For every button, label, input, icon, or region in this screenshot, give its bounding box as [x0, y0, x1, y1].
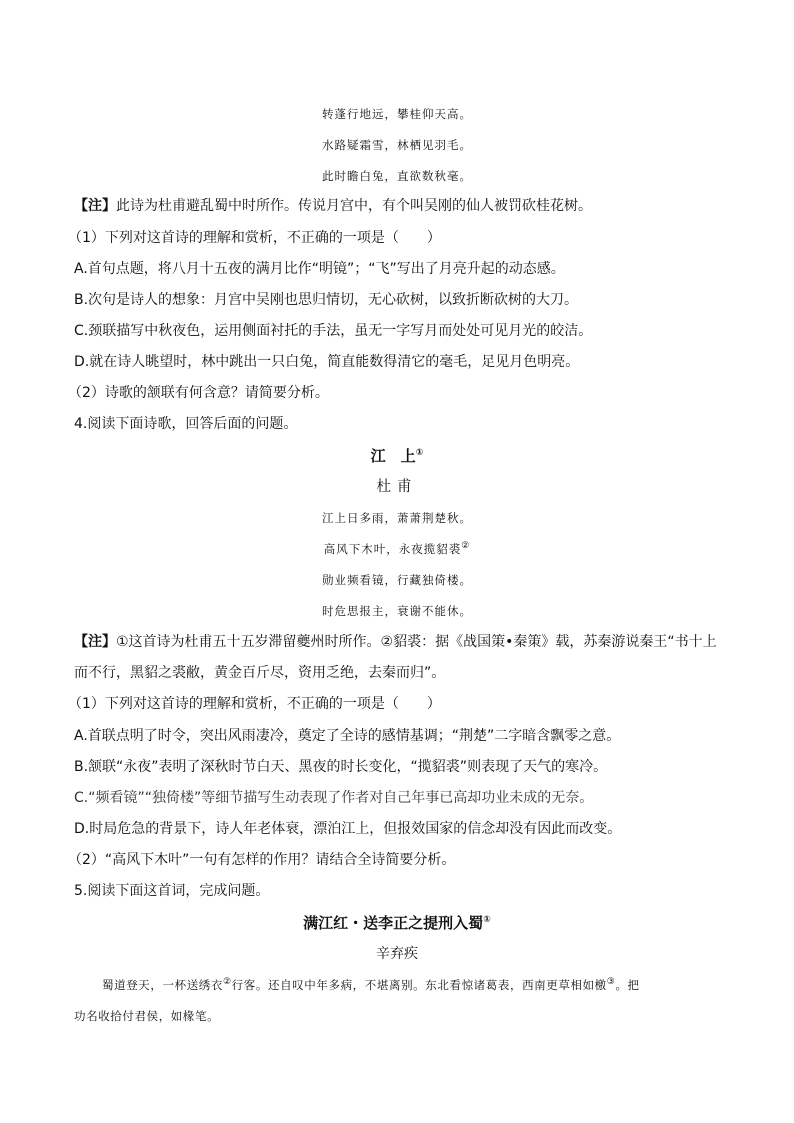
q4-note-text-1: ①这首诗为杜甫五十五岁滞留夔州时所作。②貂裘：据《战国策•秦策》载，苏秦游说秦王“书十上 [116, 634, 717, 650]
poem1-question-2: （2）诗歌的颔联有何含意？请简要分析。 [68, 385, 329, 401]
q5-line1-part-a: 蜀道登天，一杯送绣衣 [102, 978, 223, 992]
poem1-option-d: D.就在诗人眺望时，林中跳出一只白兔，简直能数得清它的毫毛，足见月色明亮。 [74, 354, 580, 370]
q4-line2-footnote: ② [461, 541, 471, 552]
poem1-option-a: A.首句点题，将八月十五夜的满月比作“明镜”；“飞”写出了月亮升起的动态感。 [74, 261, 565, 277]
poem1-line-2: 水路疑霜雪，林栖见羽毛。 [322, 138, 472, 152]
q4-poem-line-4: 时危思报主，衰谢不能休。 [322, 604, 472, 618]
q4-author: 杜甫 [376, 479, 418, 495]
q4-poem-line-1: 江上日多雨，萧萧荆楚秋。 [322, 511, 472, 525]
q5-line1-footnote-3: ③ [606, 977, 616, 988]
q5-title-footnote: ① [483, 915, 491, 925]
poem1-line-3: 此时瞻白兔，直欲数秋毫。 [322, 169, 472, 183]
q5-line1-footnote-2: ② [223, 977, 232, 988]
poem1-question-1: （1）下列对这首诗的理解和赏析，不正确的一项是（ ） [68, 230, 441, 246]
q4-note-line-2: 而不行，黑貂之裘敝，黄金百斤尽，资用乏绝，去秦而归”。 [74, 665, 446, 681]
q4-note-label: 【注】 [74, 634, 116, 650]
q5-ci-line-1 [74, 975, 752, 995]
q4-poem-line-3: 勋业频看镜，行藏独倚楼。 [322, 573, 472, 587]
q4-heading: 4.阅读下面诗歌，回答后面的问题。 [74, 416, 298, 432]
q4-option-d: D.时局危急的背景下，诗人年老体衰，漂泊江上，但报效国家的信念却没有因此而改变。 [74, 821, 622, 837]
q4-title-footnote: ① [415, 448, 424, 458]
poem1-line-1: 转蓬行地远，攀桂仰天高。 [322, 107, 472, 121]
q5-author: 辛弃疾 [376, 946, 418, 962]
note-text: 此诗为杜甫避乱蜀中时所作。传说月宫中，有个叫吴刚的仙人被罚砍桂花树。 [116, 198, 592, 214]
q4-title-text: 江 上 [370, 447, 416, 465]
q4-option-c: C.“频看镜”“独倚楼”等细节描写生动表现了作者对自己年事已高却功业未成的无奈。 [74, 790, 594, 806]
note-label: 【注】 [74, 198, 116, 214]
q4-note-line-1 [74, 632, 734, 652]
poem1-option-c: C.颈联描写中秋夜色，运用侧面衬托的手法，虽无一字写月而处处可见月光的皎洁。 [74, 323, 593, 339]
q4-question-2: （2）“高风下木叶”一句有怎样的作用？请结合全诗简要分析。 [68, 852, 456, 868]
q4-line2-text: 高风下木叶，永夜揽貂裘 [323, 542, 462, 556]
q4-option-b: B.颔联“永夜”表明了深秋时节白天、黑夜的时长变化，“揽貂裘”则表现了天气的寒冷。 [74, 759, 608, 775]
poem1-note [74, 196, 734, 216]
q4-poem-line-2 [0, 539, 794, 559]
q5-line1-part-c: 。把 [615, 978, 640, 992]
q5-ci-title [0, 913, 794, 933]
q4-option-a: A.首联点明了时令，突出风雨凄冷，奠定了全诗的感情基调；“荆楚”二字暗含飘零之意。 [74, 728, 621, 744]
q5-heading: 5.阅读下面这首词，完成问题。 [74, 883, 270, 899]
q5-line1-part-b: 行客。还自叹中年多病，不堪离别。东北看惊诸葛表，西南更草相如檄 [231, 978, 607, 992]
q4-poem-title [0, 446, 794, 466]
q4-question-1: （1）下列对这首诗的理解和赏析，不正确的一项是（ ） [68, 696, 441, 712]
q5-title-text: 满江红・送李正之提刑入蜀 [303, 914, 484, 932]
poem1-option-b: B.次句是诗人的想象：月宫中吴刚也思归情切，无心砍树，以致折断砍树的大刀。 [74, 292, 579, 308]
q5-ci-line-2: 功名收拾付君侯，如椽笔。 [74, 1009, 220, 1023]
